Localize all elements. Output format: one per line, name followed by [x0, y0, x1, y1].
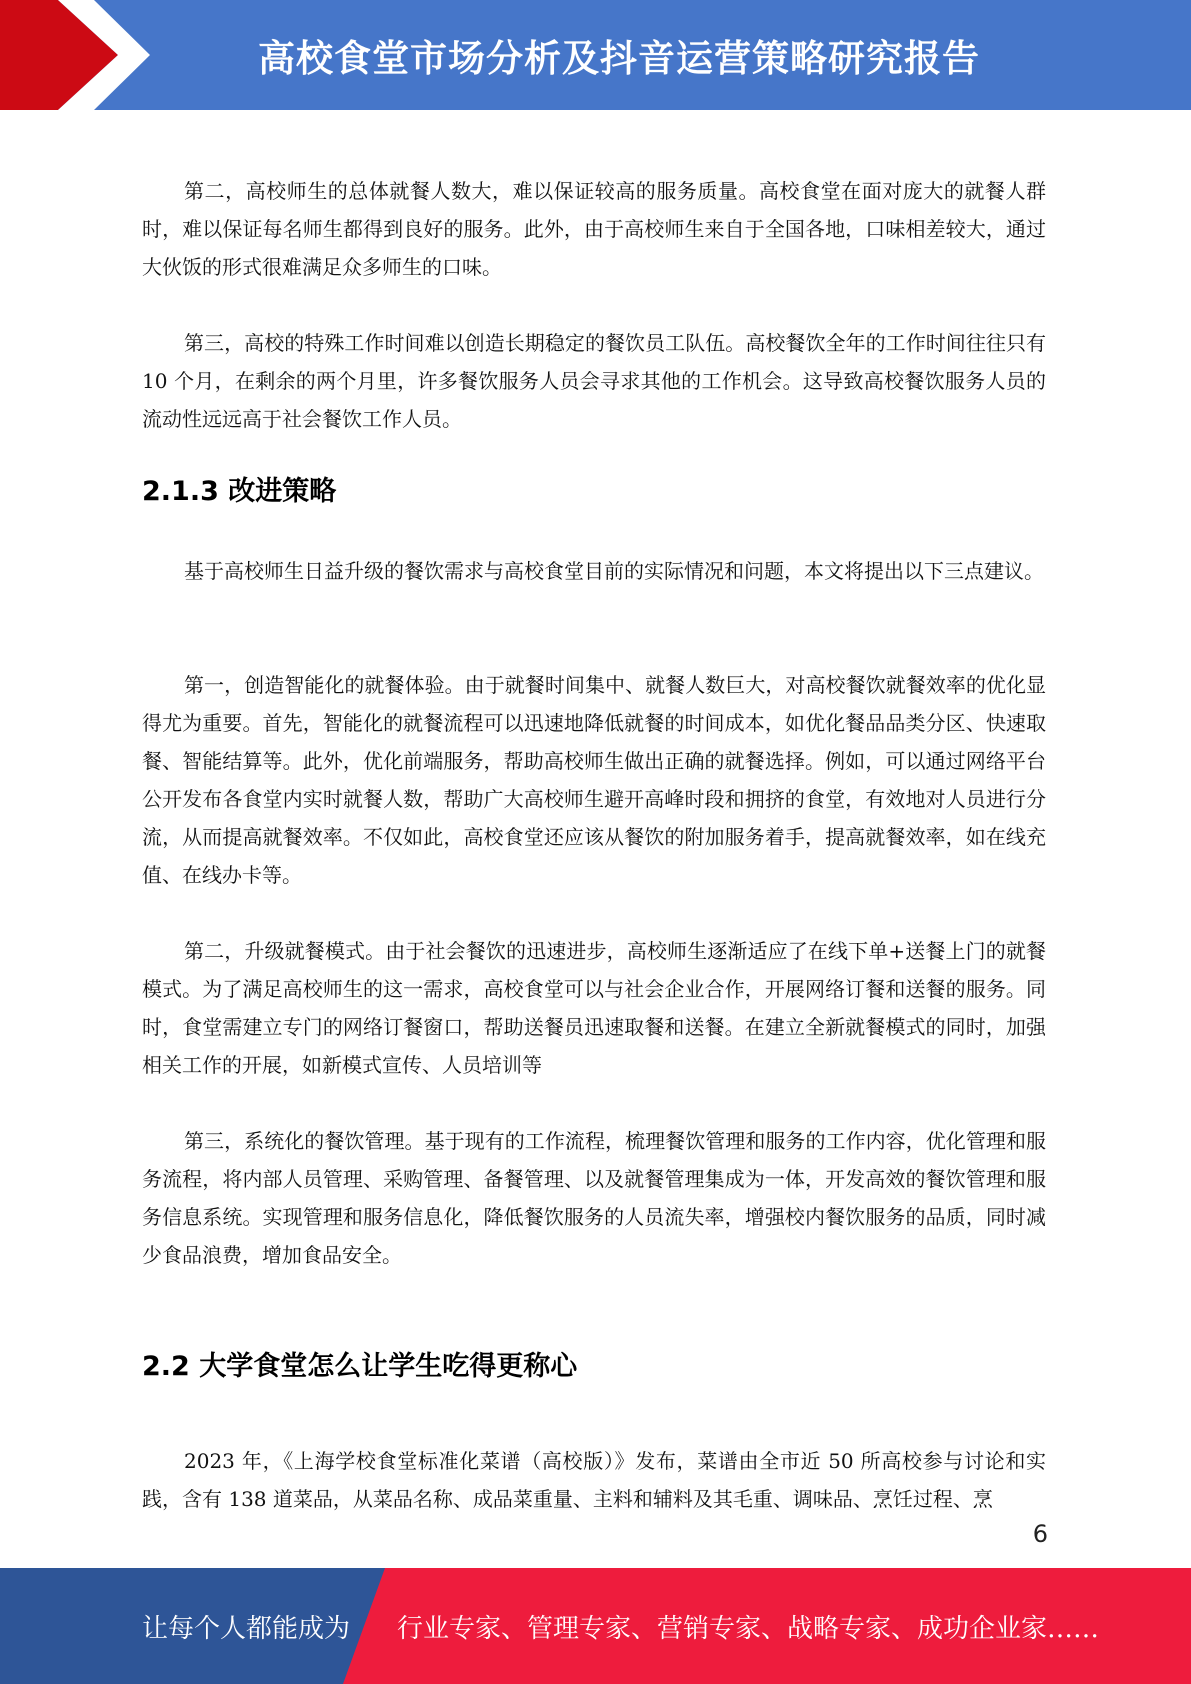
paragraph-suggestions-intro: 基于高校师生日益升级的餐饮需求与高校食堂目前的实际情况和问题，本文将提出以下三点建议。: [184, 559, 1044, 583]
page-header: [0, 0, 1191, 110]
paragraph-shanghai-menu: 2023 年，《上海学校食堂标准化菜谱（高校版）》发布，菜谱由全市近 50 所高校参与讨论和实践，含有 138 道菜品，从菜品名称、成品菜重量、主料和辅料及其毛重、调味品、烹饪过程、烹: [142, 1449, 1046, 1511]
footer-slogan-right: 行业专家、管理专家、营销专家、战略专家、成功企业家……: [397, 1614, 1100, 1644]
section-heading-2-1-3: 2.1.3 改进策略: [142, 476, 337, 507]
report-title: 高校食堂市场分析及抖音运营策略研究报告: [258, 37, 980, 80]
paragraph-management: 第三，系统化的餐饮管理。基于现有的工作流程，梳理餐饮管理和服务的工作内容，优化管理和服务流程，将内部人员管理、采购管理、备餐管理、以及就餐管理集成为一体，开发高效的餐饮管理和服务信息系统。实现管理和服务信息化，降低餐饮服务的人员流失率，增强校内餐饮服务的品质，同时减少食品浪费，增加食品安全。: [142, 1129, 1046, 1267]
section-heading-2-2: 2.2 大学食堂怎么让学生吃得更称心: [142, 1351, 578, 1382]
paragraph-service-quality: 第二，高校师生的总体就餐人数大，难以保证较高的服务质量。高校食堂在面对庞大的就餐人群时，难以保证每名师生都得到良好的服务。此外，由于高校师生来自于全国各地，口味相差较大，通过大伙饭的形式很难满足众多师生的口味。: [142, 179, 1046, 279]
paragraph-staff-stability: 第三，高校的特殊工作时间难以创造长期稳定的餐饮员工队伍。高校餐饮全年的工作时间往往只有 10 个月，在剩余的两个月里，许多餐饮服务人员会寻求其他的工作机会。这导致高校餐饮服务人员的流动性远远高于社会餐饮工作人员。: [142, 331, 1046, 431]
footer-slogan-left: 让每个人都能成为: [142, 1614, 351, 1644]
paragraph-smart-dining: 第一，创造智能化的就餐体验。由于就餐时间集中、就餐人数巨大，对高校餐饮就餐效率的优化显得尤为重要。首先，智能化的就餐流程可以迅速地降低就餐的时间成本，如优化餐品品类分区、快速取餐、智能结算等。此外，优化前端服务，帮助高校师生做出正确的就餐选择。例如，可以通过网络平台公开发布各食堂内实时就餐人数，帮助广大高校师生避开高峰时段和拥挤的食堂，有效地对人员进行分流，从而提高就餐效率。不仅如此，高校食堂还应该从餐饮的附加服务着手，提高就餐效率，如在线充值、在线办卡等。: [142, 673, 1046, 887]
page-footer: [0, 1568, 1191, 1684]
paragraph-dining-mode: 第二，升级就餐模式。由于社会餐饮的迅速进步，高校师生逐渐适应了在线下单+送餐上门的就餐模式。为了满足高校师生的这一需求，高校食堂可以与社会企业合作，开展网络订餐和送餐的服务。同时，食堂需建立专门的网络订餐窗口，帮助送餐员迅速取餐和送餐。在建立全新就餐模式的同时，加强相关工作的开展，如新模式宣传、人员培训等: [142, 939, 1046, 1077]
page-number: 6: [1032, 1520, 1048, 1548]
